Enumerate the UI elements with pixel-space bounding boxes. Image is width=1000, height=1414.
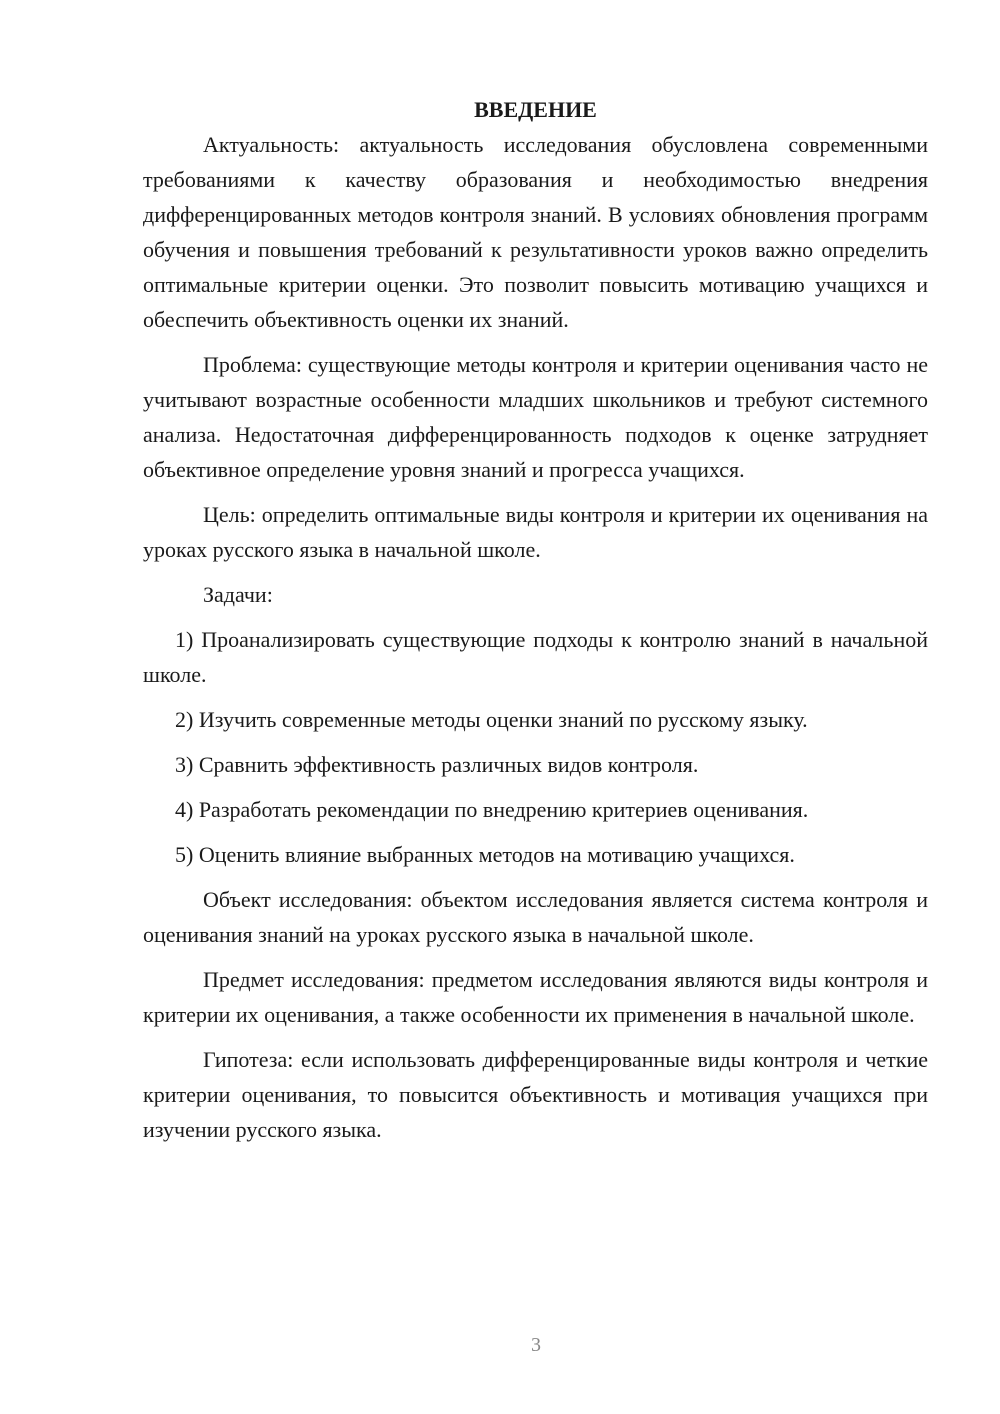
page-title: ВВЕДЕНИЕ xyxy=(474,97,597,122)
task-item-4: 4) Разработать рекомендации по внедрению критериев оценивания. xyxy=(175,797,809,822)
task-item-3: 3) Сравнить эффективность различных видов контроля. xyxy=(175,752,699,777)
tasks-heading: Задачи: xyxy=(203,582,273,607)
problem-paragraph: Проблема: существующие методы контроля и критерии оценивания часто не учитывают возрастные особенности младших школьников и требуют системного анализа. Недостаточная дифференцированность подходов к оценке затрудняет объективное определение уровня знаний и прогресса учащихся. xyxy=(143,352,928,482)
relevance-paragraph: Актуальность: актуальность исследования обусловлена современными требованиями к качеству образования и необходимостью внедрения дифференцированных методов контроля знаний. В условиях обновления программ обучения и повышения требований к результативности уроков важно определить оптимальные критерии оценки. Это позволит повысить мотивацию учащихся и обеспечить объективность оценки их знаний. xyxy=(143,132,928,332)
goal-paragraph: Цель: определить оптимальные виды контроля и критерии их оценивания на уроках русского языка в начальной школе. xyxy=(143,502,928,562)
task-item-1: 1) Проанализировать существующие подходы к контролю знаний в начальной школе. xyxy=(143,627,928,687)
subject-paragraph: Предмет исследования: предметом исследования являются виды контроля и критерии их оценивания, а также особенности их применения в начальной школе. xyxy=(143,967,928,1027)
page-content xyxy=(143,92,928,1147)
task-item-2: 2) Изучить современные методы оценки знаний по русскому языку. xyxy=(175,707,808,732)
hypothesis-paragraph: Гипотеза: если использовать дифференцированные виды контроля и четкие критерии оценивания, то повысится объективность и мотивация учащихся при изучении русского языка. xyxy=(143,1047,928,1142)
object-paragraph: Объект исследования: объектом исследования является система контроля и оценивания знаний на уроках русского языка в начальной школе. xyxy=(143,887,928,947)
task-item-5: 5) Оценить влияние выбранных методов на мотивацию учащихся. xyxy=(175,842,795,867)
page-number: 3 xyxy=(531,1334,541,1356)
